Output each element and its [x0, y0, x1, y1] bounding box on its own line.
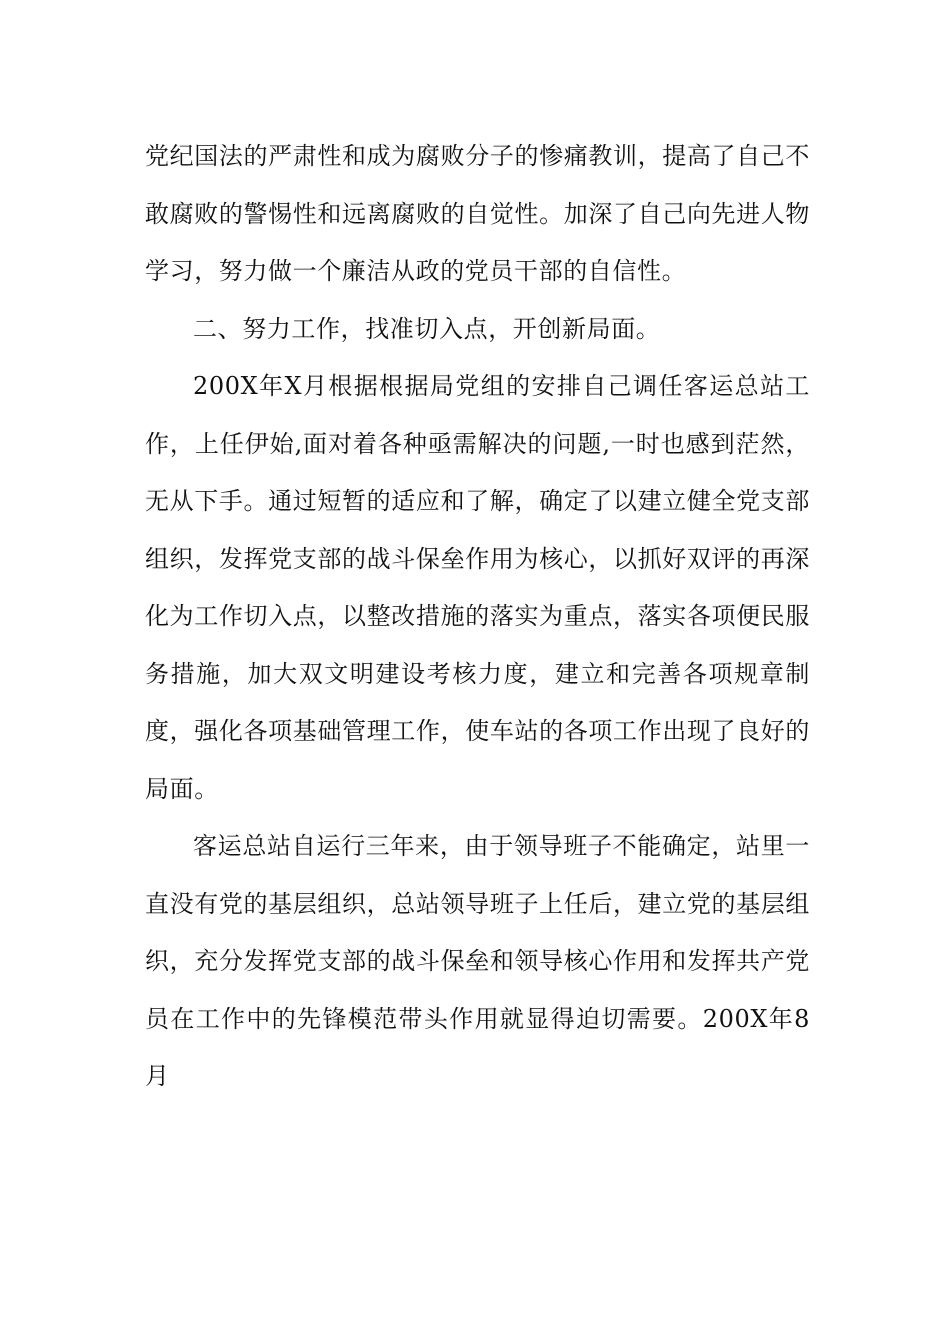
paragraph: 200X年X月根据根据局党组的安排自己调任客运总站工作，上任伊始,面对着各种亟需解决的问题,一时也感到茫然，无从下手。通过短暂的适应和了解，确定了以建立健全党支部组织，发挥党支部的战斗保垒作用为核心，以抓好双评的再深化为工作切入点，以整改措施的落实为重点，落实各项便民服务措施，加大双文明建设考核力度，建立和完善各项规章制度，强化各项基础管理工作，使车站的各项工作出现了良好的局面。 [145, 372, 810, 803]
document-body [145, 128, 810, 1106]
paragraph: 客运总站自运行三年来，由于领导班子不能确定，站里一直没有党的基层组织，总站领导班子上任后，建立党的基层组织，充分发挥党支部的战斗保垒和领导核心作用和发挥共产党员在工作中的先锋模范带头作用就显得迫切需要。200X年8月 [145, 832, 810, 1090]
section-heading: 二、努力工作，找准切入点，开创新局面。 [193, 314, 661, 343]
paragraph-continuation: 党纪国法的严肃性和成为腐败分子的惨痛教训，提高了自己不敢腐败的警惕性和远离腐败的自觉性。加深了自己向先进人物学习，努力做一个廉洁从政的党员干部的自信性。 [145, 142, 810, 285]
